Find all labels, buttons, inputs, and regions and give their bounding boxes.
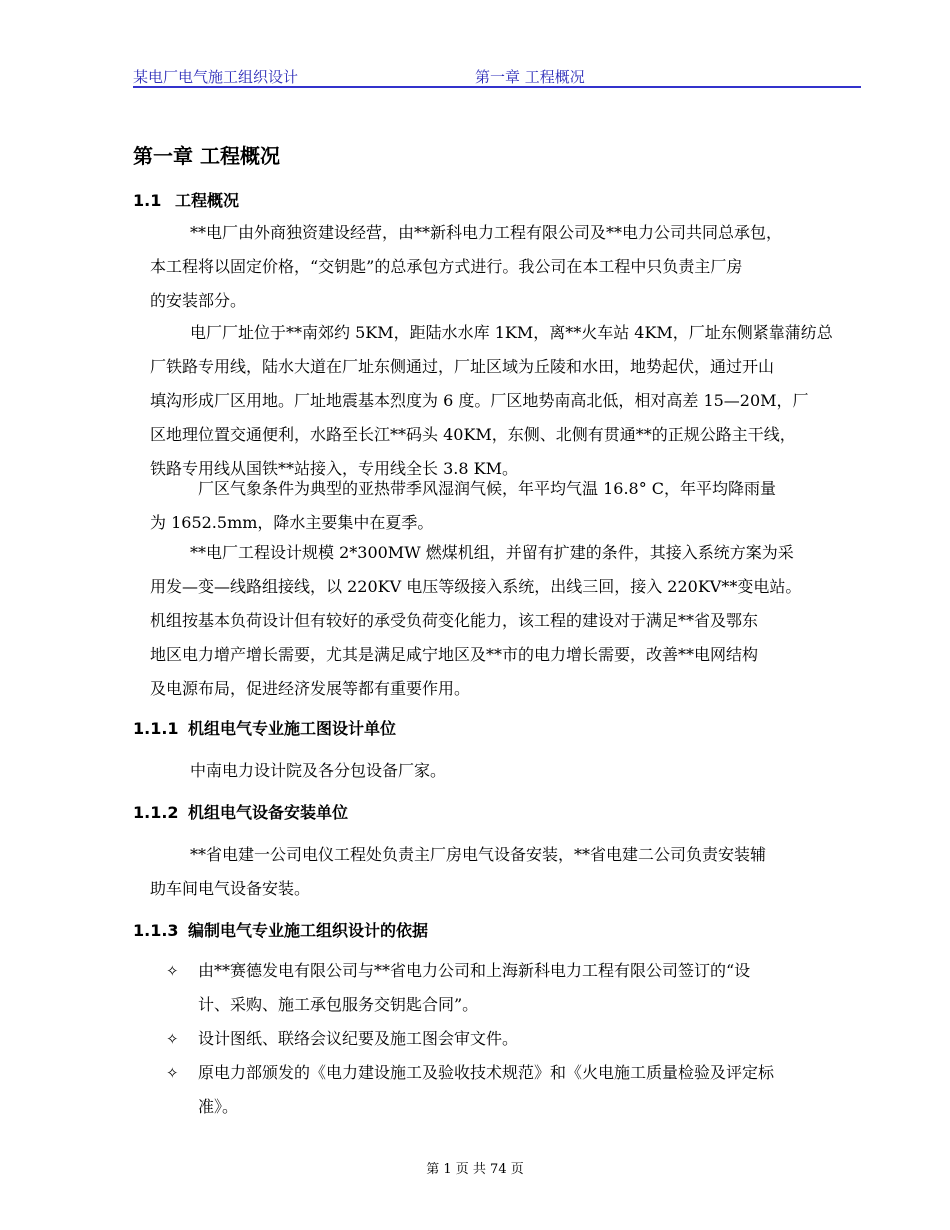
section-1-1-2-heading [133,800,348,823]
paragraph-line: 厂铁路专用线，陆水大道在厂址东侧通过，厂址区域为丘陵和水田，地势起伏，通过开山 [150,357,775,376]
list-item [166,1022,866,1056]
paragraph-line: **省电建一公司电仪工程处负责主厂房电气设备安装，**省电建二公司负责安装辅 [190,845,767,864]
list-item-line: 计、采购、施工承包服务交钥匙合同”。 [198,995,479,1014]
paragraph-line: 地区电力增产增长需要，尤其是满足咸宁地区及**市的电力增长需要，改善**电网结构 [150,645,759,664]
paragraph-line: 为 1652.5mm，降水主要集中在夏季。 [150,513,434,532]
section-1-1-3-heading [133,918,428,941]
paragraph-line: 机组按基本负荷设计但有较好的承受负荷变化能力，该工程的建设对于满足**省及鄂东 [150,611,759,630]
page-number-footer: 第 1 页 共 74 页 [426,1162,524,1177]
paragraph-line: 区地理位置交通便利，水路至长江**码头 40KM，东侧、北侧有贯通**的正规公路主干线， [150,425,796,444]
paragraph-line: 厂区气象条件为典型的亚热带季风湿润气候，年平均气温 16.8° C，年平均降雨量 [198,479,777,498]
section-number: 1.1.3 [133,921,179,940]
paragraph-design-unit [150,754,863,788]
list-item [166,954,866,1022]
paragraph-line: 填沟形成厂区用地。厂址地震基本烈度为 6 度。厂区地势南高北低，相对高差 15—20M，厂 [150,391,809,410]
list-item-line: 原电力部颁发的《电力建设施工及验收技术规范》和《火电施工质量检验及评定标 [198,1063,775,1082]
paragraph-line: 电厂厂址位于**南郊约 5KM，距陆水水库 1KM，离**火车站 4KM，厂址东侧紧靠蒲纺总 [190,323,833,342]
header-document-title: 某电厂电气施工组织设计 [133,68,299,86]
section-title: 编制电气专业施工组织设计的依据 [188,921,429,940]
section-number: 1.1 [133,191,162,210]
list-item-line: 设计图纸、联络会议纪要及施工图会审文件。 [198,1029,519,1048]
paragraph-design-scale [150,536,863,706]
section-title: 工程概况 [175,191,240,210]
paragraph-site-location [150,316,863,486]
paragraph-line: 中南电力设计院及各分包设备厂家。 [190,761,447,780]
section-number: 1.1.2 [133,803,179,822]
page-header [133,66,861,88]
paragraph-line: 助车间电气设备安装。 [150,879,311,898]
list-item-line: 由**赛德发电有限公司与**省电力公司和上海新科电力工程有限公司签订的“设 [198,961,751,980]
basis-bullet-list [166,954,866,1124]
list-item-line: 准》。 [198,1097,239,1116]
paragraph-climate [150,472,863,540]
list-item [166,1056,866,1124]
paragraph-line: 及电源布局，促进经济发展等都有重要作用。 [150,679,471,698]
paragraph-line: 铁路专用线从国铁**站接入，专用线全长 3.8 KM。 [150,459,518,478]
diamond-bullet-icon: ✧ [166,1030,179,1048]
paragraph-line: 本工程将以固定价格，“交钥匙”的总承包方式进行。我公司在本工程中只负责主厂房 [150,257,743,276]
diamond-bullet-icon: ✧ [166,1064,179,1082]
paragraph-line: **电厂由外商独资建设经营，由**新科电力工程有限公司及**电力公司共同总承包， [190,223,783,242]
section-title: 机组电气设备安装单位 [188,803,349,822]
section-1-1-1-heading [133,716,396,739]
section-number: 1.1.1 [133,719,179,738]
paragraph-line: **电厂工程设计规模 2*300MW 燃煤机组，并留有扩建的条件，其接入系统方案为采 [190,543,794,562]
diamond-bullet-icon: ✧ [166,962,179,980]
chapter-title: 第一章 工程概况 [133,144,280,168]
paragraph-line: 的安装部分。 [150,291,247,310]
header-chapter-title: 第一章 工程概况 [475,68,585,86]
section-title: 机组电气专业施工图设计单位 [188,719,397,738]
section-1-1-heading [133,188,239,211]
paragraph-installation-unit [150,838,863,906]
paragraph-project-overview [150,216,863,318]
paragraph-line: 用发—变—线路组接线，以 220KV 电压等级接入系统，出线三回，接入 220KV**变电站。 [150,577,802,596]
